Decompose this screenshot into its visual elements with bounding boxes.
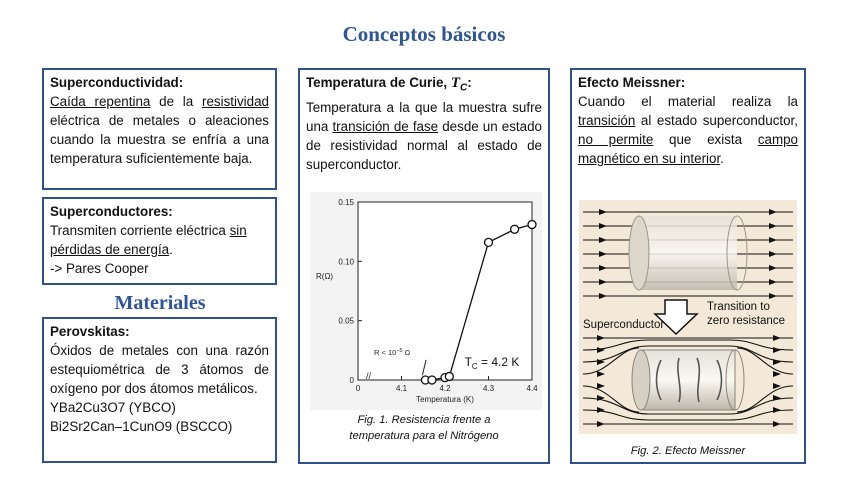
data-point	[528, 221, 536, 229]
superconductores-heading: Superconductores:	[50, 204, 173, 219]
bscco-formula: Bi2Sr2Can–1CunO9 (BSCCO)	[50, 419, 233, 434]
r-annotation: $R < 10^{-5}$ Ω	[374, 348, 411, 358]
x-tick-label: 4.4	[526, 384, 538, 393]
perovskitas-heading: Perovskitas:	[50, 324, 130, 339]
y-tick-label: 0.10	[338, 257, 354, 267]
text-fragment: eléctrica de metales o aleaciones cuando la muestra se enfría a una temperatura suficientemente baja.	[50, 113, 269, 166]
campo-magnetico-term: campo magnético en su interior	[578, 132, 799, 166]
data-point	[428, 376, 436, 384]
data-point	[485, 238, 493, 246]
tc-annotation: $T_C = 4.2$ K	[464, 354, 520, 371]
resistance-chart	[310, 192, 542, 410]
perovskitas-box	[42, 317, 277, 463]
superconductividad-heading: Superconductividad:	[50, 75, 184, 90]
text-fragment: de la	[150, 94, 203, 109]
superconductividad-box	[42, 68, 277, 190]
r-annotation-exponent: −5	[396, 348, 403, 355]
fig1-caption-line1: Fig. 1. Resistencia frente a	[357, 414, 491, 426]
page-title: Conceptos básicos	[342, 22, 506, 46]
caida-repentina-term: Caída repentina	[50, 94, 151, 109]
text-fragment: al estado superconductor,	[635, 113, 798, 128]
materiales-title: Materiales	[114, 292, 206, 314]
curie-box	[298, 68, 550, 464]
x-axis-label: Temperatura (K)	[416, 395, 474, 404]
transition-label-1: Transition to	[707, 301, 770, 313]
axis-break: //	[366, 371, 372, 381]
perovskitas-text: Óxidos de metales con una razón estequiométrica de 3 átomos de oxígeno por dos átomos metálicos.	[50, 343, 269, 396]
text-fragment: desde un estado de resistividad normal al estado de superconductor.	[306, 118, 542, 172]
x-tick-label: 0	[355, 384, 361, 393]
y-axis-label: R(Ω)	[316, 272, 334, 281]
fig2-caption: Fig. 2. Efecto Meissner	[630, 445, 746, 457]
data-point	[511, 225, 519, 233]
data-point	[445, 372, 453, 380]
text-fragment: .	[169, 242, 173, 257]
resistividad-term: resistividad	[202, 94, 269, 109]
tc-symbol: T	[450, 75, 461, 91]
transicion-fase-term: transición de fase	[332, 118, 439, 134]
text-fragment: Cuando el material realiza la	[578, 94, 798, 109]
transicion-term: transición	[578, 113, 636, 128]
text-fragment: Temperatura a la que la muestra sufre una	[306, 99, 542, 134]
text-fragment: que exista	[653, 132, 758, 147]
r-annotation-unit: Ω	[402, 348, 411, 358]
x-tick-label: 4.3	[482, 384, 495, 393]
sin-perdidas-term: sin pérdidas de energía	[50, 223, 247, 257]
y-tick-label: 0.05	[338, 316, 354, 326]
curie-heading-text: Temperatura de Curie,	[306, 75, 451, 90]
superconductor-label: Superconductor	[583, 319, 665, 331]
fig1-caption-line2: temperatura para el Nitrógeno	[349, 430, 499, 442]
tc-annotation-sub: C	[471, 361, 478, 371]
meissner-diagram	[579, 200, 797, 434]
text-fragment: Transmiten corriente eléctrica	[50, 223, 230, 238]
pares-cooper-line: -> Pares Cooper	[50, 261, 149, 276]
y-tick-label: 0	[349, 376, 354, 385]
y-tick-label: 0.15	[338, 198, 354, 207]
no-permite-term: no permite	[578, 132, 654, 147]
x-tick-label: 4.1	[395, 384, 408, 393]
colon: :	[467, 75, 472, 90]
transition-label-2: zero resistance	[707, 315, 785, 327]
tc-symbol-sub: C	[460, 82, 468, 94]
ybco-formula: YBa2Cu3O7 (YBCO)	[50, 400, 176, 415]
x-tick-label: 4.2	[439, 384, 451, 393]
meissner-heading: Efecto Meissner:	[578, 75, 686, 90]
curie-heading	[306, 73, 542, 98]
tc-annotation-value: = 4.2 K	[477, 354, 520, 369]
meissner-box	[570, 68, 806, 464]
text-fragment: .	[720, 151, 724, 166]
superconductores-box	[42, 197, 277, 285]
